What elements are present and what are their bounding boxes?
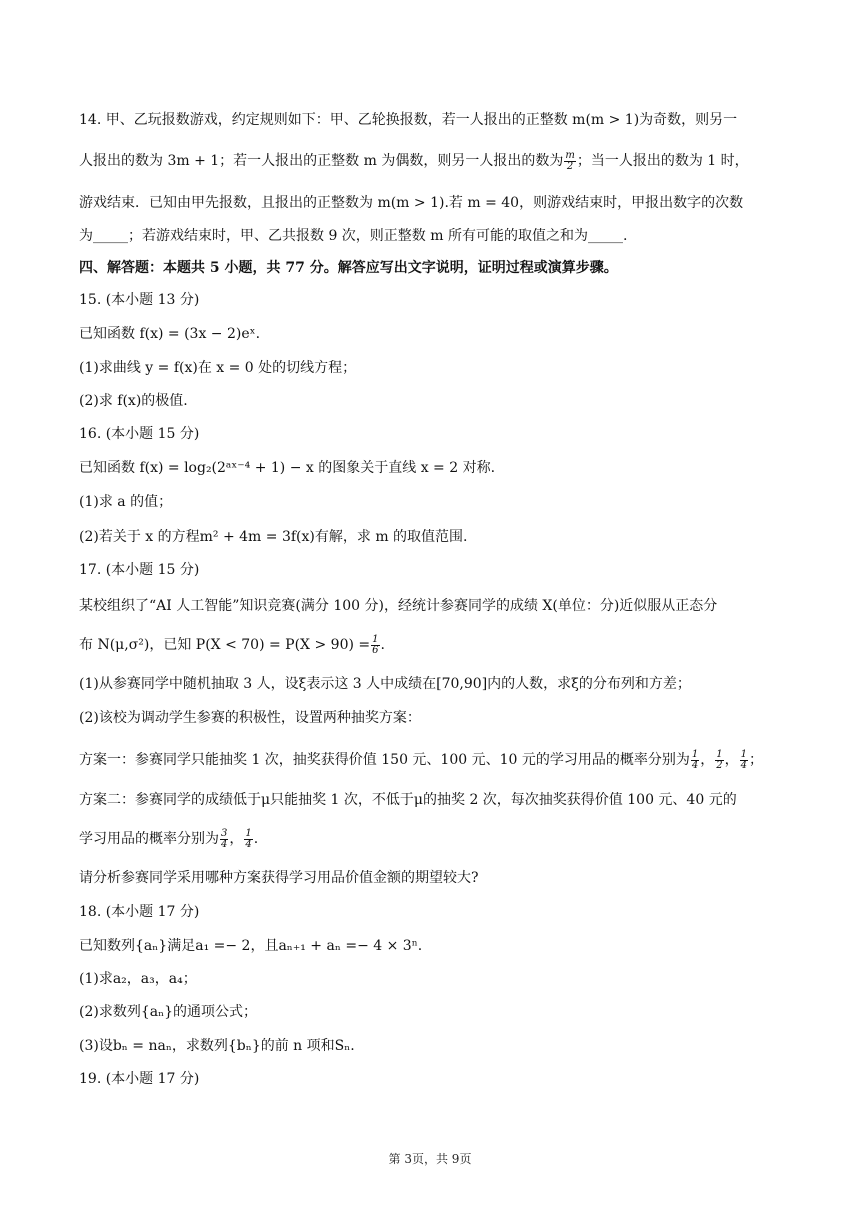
plan2-fraction-1	[220, 829, 228, 850]
q15-part2: (2)求 f(x)的极值.	[79, 393, 188, 409]
q17-title: 17. (本小题 15 分)	[79, 562, 200, 578]
plan1-fraction-2	[715, 750, 723, 771]
fraction-denominator: 4	[245, 838, 252, 850]
fraction-numerator: 3	[221, 827, 228, 839]
fraction-numerator: m	[565, 149, 575, 161]
plan2-fraction-2	[244, 829, 252, 850]
fraction-denominator: 6	[372, 644, 379, 656]
page-footer: 第 3页，共 9页	[388, 1152, 472, 1166]
section-heading: 四、解答题：本题共 5 小题，共 77 分。解答应写出文字说明，证明过程或演算步骤。	[79, 260, 618, 276]
q16-stem: 已知函数 f(x) = log₂(2ᵃˣ⁻⁴ + 1) − x 的图象关于直线 x = 2 对称.	[79, 460, 496, 476]
q15-stem: 已知函数 f(x) = (3x − 2)eˣ.	[79, 326, 261, 342]
fraction-denominator: 4	[221, 838, 228, 850]
fraction-numerator: 1	[716, 748, 723, 760]
q14-line2-a: 人报出的数为 3m + 1；若一人报出的正整数 m 为偶数，则另一人报出的数为	[79, 153, 564, 169]
q15-part1: (1)求曲线 y = f(x)在 x = 0 处的切线方程；	[79, 360, 357, 376]
q18-title: 18. (本小题 17 分)	[79, 904, 200, 920]
fraction-denominator: 2	[716, 759, 723, 771]
fraction-denominator: 4	[740, 759, 747, 771]
q18-part2: (2)求数列{aₙ}的通项公式；	[79, 1004, 258, 1020]
q18-part1: (1)求a₂，a₃，a₄；	[79, 971, 197, 987]
q16-part1: (1)求 a 的值；	[79, 494, 173, 510]
q14-line1: 14. 甲、乙玩报数游戏，约定规则如下：甲、乙轮换报数，若一人报出的正整数 m(m > 1)为奇数，则另一	[79, 112, 738, 128]
fraction-numerator: 1	[372, 633, 379, 645]
q17-stem2-b: .	[380, 637, 385, 653]
q17-stem-line1: 某校组织了“AI 人工智能”知识竞赛(满分 100 分)，经统计参赛同学的成绩 X(单位：分)近似服从正态分	[79, 598, 718, 614]
q16-part2: (2)若关于 x 的方程m² + 4m = 3f(x)有解，求 m 的取值范围.	[79, 529, 468, 545]
q17-question: 请分析参赛同学采用哪种方案获得学习用品价值金额的期望较大?	[79, 870, 479, 886]
plan1-fraction-1	[691, 750, 699, 771]
q14-line2	[79, 149, 784, 173]
fraction-denominator: 2	[566, 160, 574, 172]
q18-stem: 已知数列{aₙ}满足a₁ =− 2，且aₙ₊₁ + aₙ =− 4 × 3ⁿ.	[79, 938, 423, 954]
q18-part3: (3)设bₙ = naₙ，求数列{bₙ}的前 n 项和Sₙ.	[79, 1038, 355, 1054]
q17-plan2-text: 学习用品的概率分别为	[79, 831, 219, 847]
q17-plan2-line1: 方案二：参赛同学的成绩低于μ只能抽奖 1 次，不低于μ的抽奖 2 次，每次抽奖获得价值 100 元、40 元的	[79, 792, 737, 808]
q19-title: 19. (本小题 17 分)	[79, 1071, 200, 1087]
fraction-numerator: 1	[245, 827, 252, 839]
q17-plan2-line2: 学习用品的概率分别为 $\frac{3}{4}$ ， $\frac{1}{4}$ .	[79, 827, 259, 850]
fraction-numerator: 1	[691, 748, 699, 760]
q14-fraction	[564, 151, 575, 172]
q17-part1: (1)从参赛同学中随机抽取 3 人，设ξ表示这 3 人中成绩在[70,90]内的人数，求ξ的分布列和方差；	[79, 676, 691, 692]
q15-title: 15. (本小题 13 分)	[79, 292, 200, 308]
q14-line2-b: ；当一人报出的数为 1 时，	[576, 153, 749, 169]
q17-plan1: 方案一：参赛同学只能抽奖 1 次，抽奖获得价值 150 元、100 元、10 元的学习用品的概率分别为 $\frac{1}{4}$ ， $\frac{1}{2}$ ， $\frac{1}{4}$ ；	[79, 748, 763, 771]
q17-stem-line2	[79, 633, 784, 657]
q17-plan1-text: 方案一：参赛同学只能抽奖 1 次，抽奖获得价值 150 元、100 元、10 元的学习用品的概率分别为	[79, 752, 690, 768]
q16-title: 16. (本小题 15 分)	[79, 426, 200, 442]
fraction-denominator: 4	[691, 759, 699, 771]
fraction-numerator: 1	[740, 748, 747, 760]
q17-part2: (2)该校为调动学生参赛的积极性，设置两种抽奖方案：	[79, 710, 421, 726]
plan1-fraction-3	[740, 750, 748, 771]
q14-line4: 为_____；若游戏结束时，甲、乙共报数 9 次，则正整数 m 所有可能的取值之和为_____.	[79, 228, 628, 244]
q14-line3: 游戏结束．已知由甲先报数，且报出的正整数为 m(m > 1).若 m = 40，则游戏结束时，甲报出数字的次数	[79, 195, 744, 211]
q17-stem2-a: 布 N(μ,σ²)，已知 P(X < 70) = P(X > 90) =	[79, 637, 371, 653]
q17-stem-fraction	[371, 635, 379, 656]
